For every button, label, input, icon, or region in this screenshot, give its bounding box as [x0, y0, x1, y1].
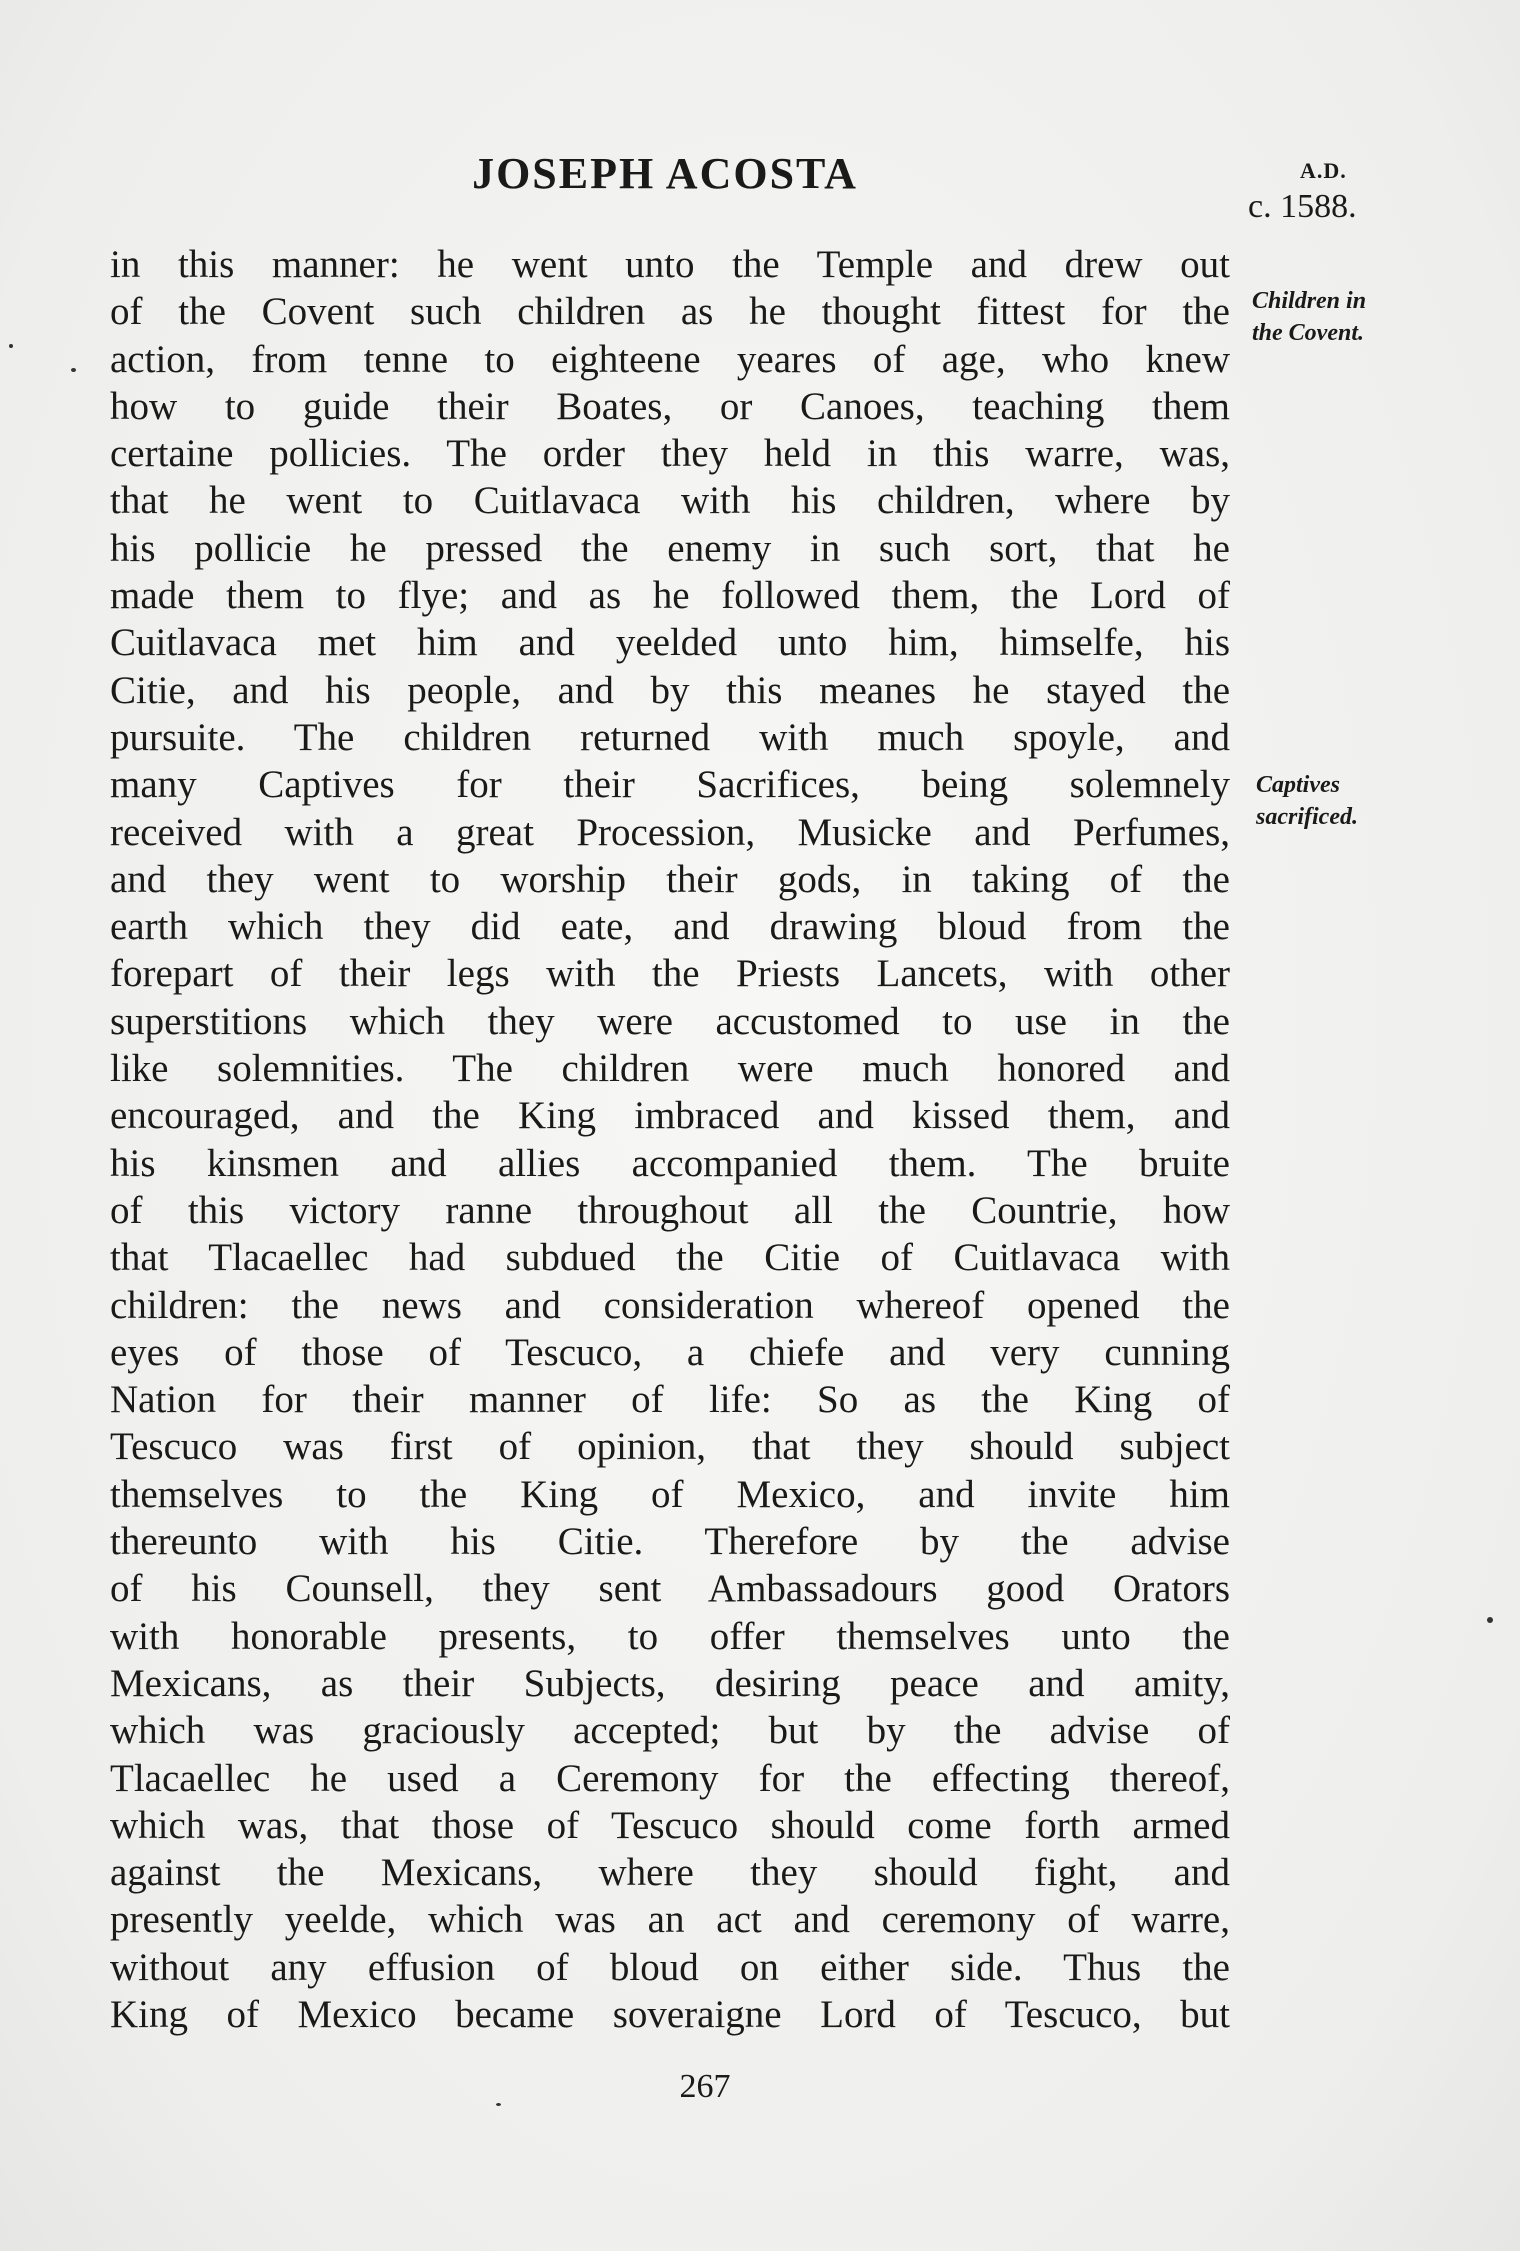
text-line: children: the news and consideration whereof opened the: [110, 1283, 1230, 1327]
text-line: pursuite. The children returned with much spoyle, and: [110, 715, 1230, 759]
text-line: themselves to the King of Mexico, and invite him: [110, 1472, 1230, 1516]
text-line: how to guide their Boates, or Canoes, teaching them: [110, 384, 1230, 428]
text-line: without any effusion of bloud on either side. Thus the: [110, 1945, 1230, 1989]
running-head: JOSEPH ACOSTA: [472, 149, 858, 198]
text-line: that Tlacaellec had subdued the Citie of Cuitlavaca with: [110, 1236, 1230, 1280]
text-line: like solemnities. The children were much honored and: [110, 1047, 1230, 1091]
text-line: superstitions which they were accustomed to use in the: [110, 999, 1230, 1043]
text-line: which was graciously accepted; but by the advise of: [110, 1709, 1230, 1753]
margin-note-line: Captives: [1256, 772, 1340, 798]
text-line: Mexicans, as their Subjects, desiring peace and amity,: [110, 1661, 1230, 1705]
text-line: Tlacaellec he used a Ceremony for the effecting thereof,: [110, 1756, 1230, 1800]
text-line: eyes of those of Tescuco, a chiefe and very cunning: [110, 1330, 1230, 1374]
text-line: Tescuco was first of opinion, that they should subject: [110, 1425, 1230, 1469]
text-line: action, from tenne to eighteene yeares of age, who knew: [110, 337, 1230, 381]
margin-note-line: sacrificed.: [1256, 804, 1358, 830]
text-line: of his Counsell, they sent Ambassadours good Orators: [110, 1567, 1230, 1611]
text-line: of this victory ranne throughout all the Countrie, how: [110, 1188, 1230, 1232]
text-line: earth which they did eate, and drawing bloud from the: [110, 905, 1230, 949]
text-line: King of Mexico became soveraigne Lord of Tescuco, but: [110, 1992, 1230, 2036]
text-line: Citie, and his people, and by this meanes he stayed the: [110, 668, 1230, 712]
text-line: and they went to worship their gods, in taking of the: [110, 857, 1230, 901]
ink-speck: [9, 344, 13, 348]
margin-note-line: the Covent.: [1252, 320, 1364, 346]
page-number: 267: [679, 2068, 731, 2105]
text-line: thereunto with his Citie. Therefore by the advise: [110, 1520, 1230, 1564]
margin-note-children: [1252, 285, 1366, 349]
text-line: his kinsmen and allies accompanied them. The bruite: [110, 1141, 1230, 1185]
text-line: that he went to Cuitlavaca with his children, where by: [110, 479, 1230, 523]
text-line: against the Mexicans, where they should fight, and: [110, 1851, 1230, 1895]
text-line: of the Covent such children as he thought fittest for the: [110, 290, 1230, 334]
text-line: encouraged, and the King imbraced and kissed them, and: [110, 1094, 1230, 1138]
text-line: many Captives for their Sacrifices, being solemnely: [110, 763, 1230, 807]
ink-speck: [1487, 1617, 1493, 1623]
date-value: c. 1588.: [1248, 188, 1357, 225]
text-line: made them to flye; and as he followed them, the Lord of: [110, 574, 1230, 618]
ink-speck: [71, 368, 76, 372]
text-line: forepart of their legs with the Priests Lancets, with other: [110, 952, 1230, 996]
text-line: in this manner: he went unto the Temple and drew out: [110, 243, 1230, 286]
ink-speck: [496, 2103, 501, 2106]
text-line: with honorable presents, to offer themselves unto the: [110, 1614, 1230, 1658]
margin-note-captives: [1256, 769, 1358, 833]
text-line: presently yeelde, which was an act and ceremony of warre,: [110, 1898, 1230, 1942]
body-text: [110, 241, 1230, 2038]
text-line: Cuitlavaca met him and yeelded unto him, himselfe, his: [110, 621, 1230, 665]
text-line: Nation for their manner of life: So as the King of: [110, 1378, 1230, 1422]
margin-note-line: Children in: [1252, 288, 1367, 314]
text-line: certaine pollicies. The order they held in this warre, was,: [110, 432, 1230, 476]
text-line: received with a great Procession, Musicke and Perfumes,: [110, 810, 1230, 854]
text-line: his pollicie he pressed the enemy in such sort, that he: [110, 526, 1230, 570]
text-line: which was, that those of Tescuco should come forth armed: [110, 1803, 1230, 1847]
date-label: A.D.: [1300, 158, 1347, 183]
